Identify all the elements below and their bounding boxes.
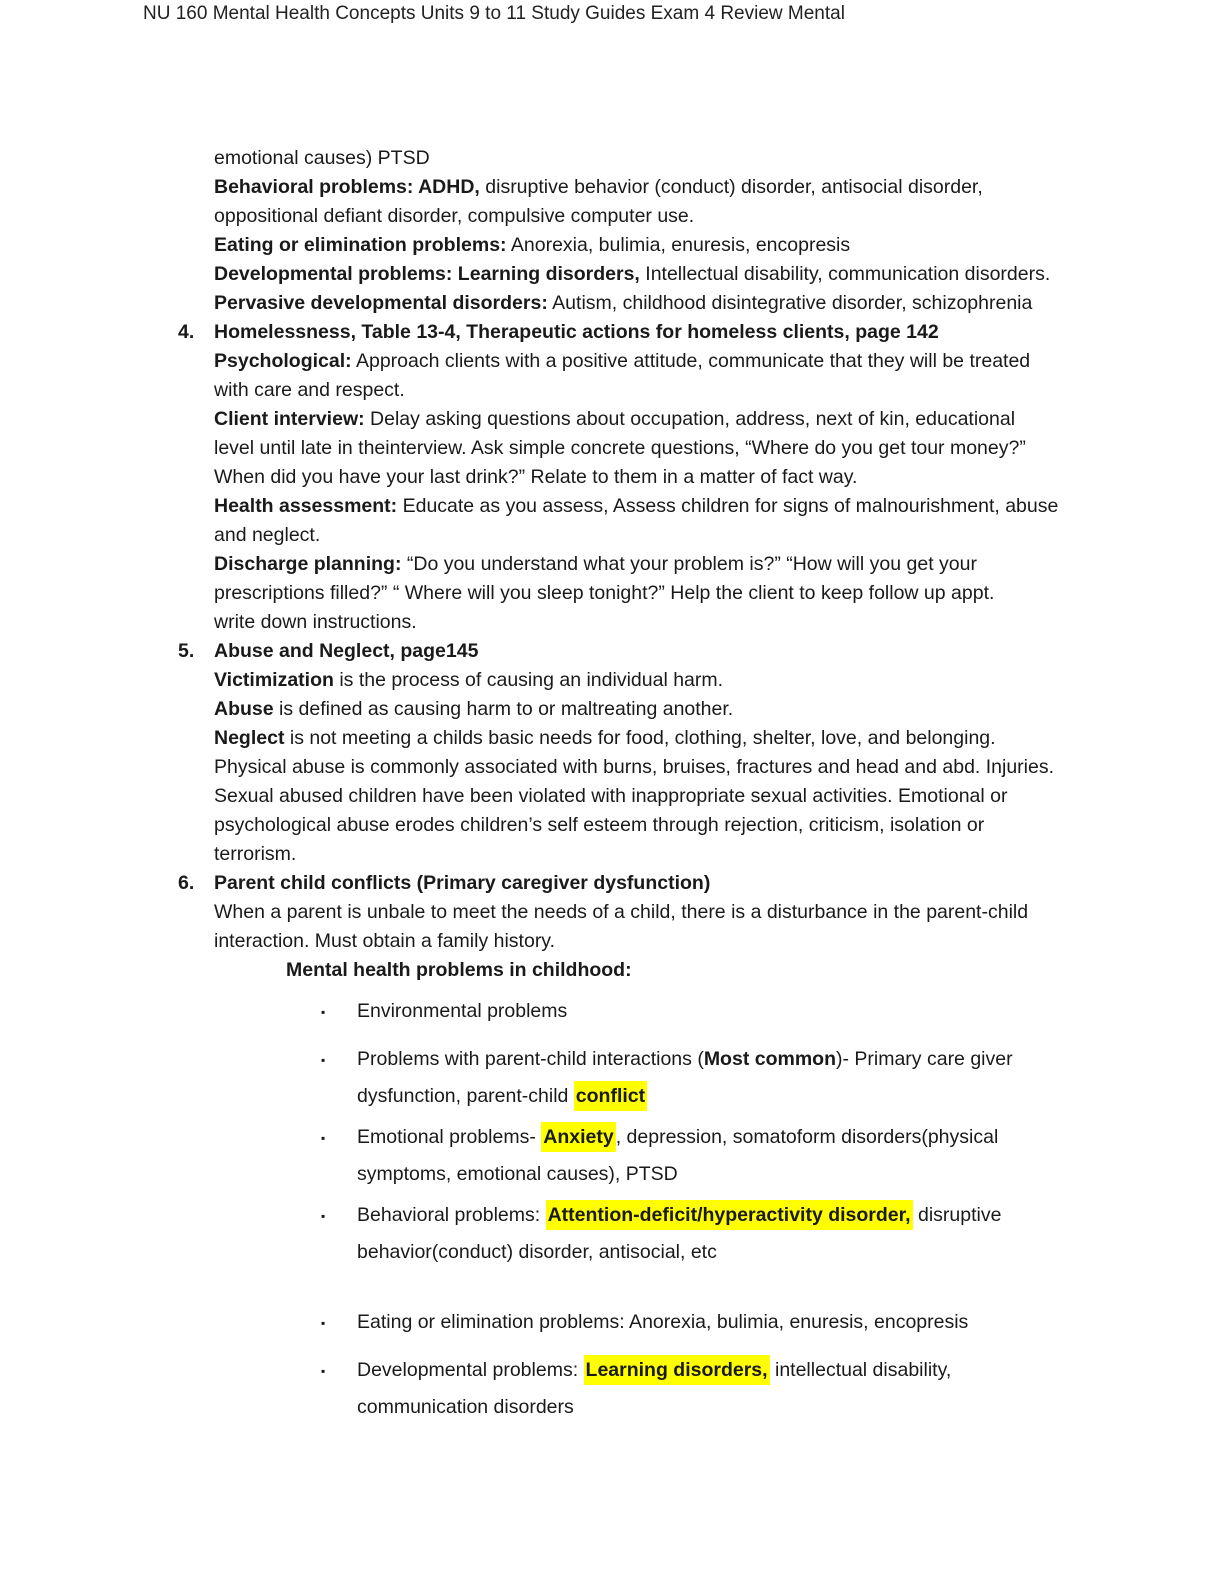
page-header: NU 160 Mental Health Concepts Units 9 to 11 Study Guides Exam 4 Review Mental	[143, 3, 845, 24]
eating-text: Anorexia, bulimia, enuresis, encopresis	[506, 234, 851, 256]
list-item: Eating or elimination problems: Anorexia, bulimia, enuresis, encopresis	[357, 1311, 969, 1333]
list-item-text: Behavioral problems:	[357, 1204, 546, 1226]
discharge-text: “Do you understand what your problem is?” “How will you get your	[401, 553, 977, 575]
health-text: Educate as you assess, Assess children for signs of malnourishment, abuse	[397, 495, 1059, 517]
item-number: 6.	[178, 872, 195, 894]
discharge-label: Discharge planning:	[214, 553, 402, 575]
bullet-icon: ▪	[321, 1316, 326, 1330]
pervasive-text: Autism, childhood disintegrative disorder, schizophrenia	[547, 292, 1033, 314]
eating-line	[214, 233, 850, 257]
abuse-text: is defined as causing harm to or maltreating another.	[273, 698, 734, 720]
list-item-text: dysfunction, parent-child	[357, 1085, 574, 1107]
section-heading: Abuse and Neglect, page145	[214, 640, 479, 662]
eating-label: Eating or elimination problems:	[214, 234, 507, 256]
bullet-icon: ▪	[321, 1209, 326, 1223]
pervasive-label: Pervasive developmental disorders:	[214, 292, 548, 314]
text-line: write down instructions.	[214, 611, 417, 633]
interview-text: Delay asking questions about occupation, address, next of kin, educational	[364, 408, 1016, 430]
list-item: Environmental problems	[357, 1000, 568, 1022]
discharge-line	[214, 552, 977, 576]
developmental-text: Intellectual disability, communication disorders.	[639, 263, 1051, 285]
list-item-text: )- Primary care giver	[835, 1048, 1013, 1070]
psych-text: Approach clients with a positive attitude, communicate that they will be treated	[351, 350, 1031, 372]
bullet-icon: ▪	[321, 1131, 326, 1145]
text-line: When a parent is unbale to meet the needs of a child, there is a disturbance in the parent-child	[214, 901, 1029, 923]
list-item	[357, 1203, 1001, 1227]
neglect-label: Neglect	[214, 727, 285, 749]
list-item-cont: symptoms, emotional causes), PTSD	[357, 1163, 678, 1185]
bullet-icon: ▪	[321, 1364, 326, 1378]
list-item-text: intellectual disability,	[769, 1359, 952, 1381]
section-heading: Homelessness, Table 13-4, Therapeutic actions for homeless clients, page 142	[214, 321, 939, 343]
list-item-cont	[357, 1084, 647, 1108]
psych-line	[214, 349, 1030, 373]
list-item	[357, 1047, 1013, 1071]
highlighted-term: Learning disorders,	[584, 1355, 770, 1385]
neglect-text: is not meeting a childs basic needs for food, clothing, shelter, love, and belonging.	[284, 727, 996, 749]
victim-text: is the process of causing an individual harm.	[333, 669, 724, 691]
list-item-text: Problems with parent-child interactions (	[357, 1048, 704, 1070]
text-line: interaction. Must obtain a family history.	[214, 930, 556, 952]
bullet-icon: ▪	[321, 1005, 326, 1019]
list-item	[357, 1358, 951, 1382]
list-item-cont: behavior(conduct) disorder, antisocial, etc	[357, 1241, 717, 1263]
item-number: 5.	[178, 640, 195, 662]
behavioral-text: disruptive behavior (conduct) disorder, antisocial disorder,	[479, 176, 983, 198]
text-line: level until late in theinterview. Ask simple concrete questions, “Where do you get tour money?”	[214, 437, 1026, 459]
text-line: prescriptions filled?” “ Where will you sleep tonight?” Help the client to keep follow up appt.	[214, 582, 995, 604]
text-line: When did you have your last drink?” Relate to them in a matter of fact way.	[214, 466, 858, 488]
list-item-text: disruptive	[912, 1204, 1002, 1226]
psych-label: Psychological:	[214, 350, 352, 372]
list-item-cont: communication disorders	[357, 1396, 574, 1418]
list-item-bold: Most common	[703, 1048, 836, 1070]
text-line: emotional causes) PTSD	[214, 147, 430, 169]
highlighted-term: Anxiety	[541, 1122, 615, 1152]
bullet-icon: ▪	[321, 1053, 326, 1067]
pervasive-line	[214, 291, 1032, 315]
neglect-line	[214, 726, 996, 750]
highlighted-term: conflict	[574, 1081, 647, 1111]
text-line: with care and respect.	[214, 379, 405, 401]
abuse-line	[214, 697, 733, 721]
highlighted-term: Attention-deficit/hyperactivity disorder,	[546, 1200, 913, 1230]
list-item-text: , depression, somatoform disorders(physical	[615, 1126, 999, 1148]
list-item-text: Developmental problems:	[357, 1359, 584, 1381]
interview-label: Client interview:	[214, 408, 365, 430]
developmental-line	[214, 262, 1050, 286]
behavioral-label: Behavioral problems: ADHD,	[214, 176, 480, 198]
item-number: 4.	[178, 321, 195, 343]
text-line: oppositional defiant disorder, compulsive computer use.	[214, 205, 695, 227]
behavioral-line	[214, 175, 983, 199]
section-heading: Parent child conflicts (Primary caregiver dysfunction)	[214, 872, 711, 894]
text-line: terrorism.	[214, 843, 297, 865]
health-line	[214, 494, 1058, 518]
abuse-label: Abuse	[214, 698, 274, 720]
list-item-text: Emotional problems-	[357, 1126, 542, 1148]
health-label: Health assessment:	[214, 495, 398, 517]
subheading: Mental health problems in childhood:	[286, 959, 632, 981]
interview-line	[214, 407, 1015, 431]
victim-label: Victimization	[214, 669, 334, 691]
victim-line	[214, 668, 723, 692]
text-line: psychological abuse erodes children’s self esteem through rejection, criticism, isolation or	[214, 814, 985, 836]
list-item	[357, 1125, 998, 1149]
developmental-label: Developmental problems: Learning disorders,	[214, 263, 640, 285]
text-line: and neglect.	[214, 524, 321, 546]
text-line: Physical abuse is commonly associated with burns, bruises, fractures and head and abd. Injuries.	[214, 756, 1055, 778]
text-line: Sexual abused children have been violated with inappropriate sexual activities. Emotional or	[214, 785, 1008, 807]
